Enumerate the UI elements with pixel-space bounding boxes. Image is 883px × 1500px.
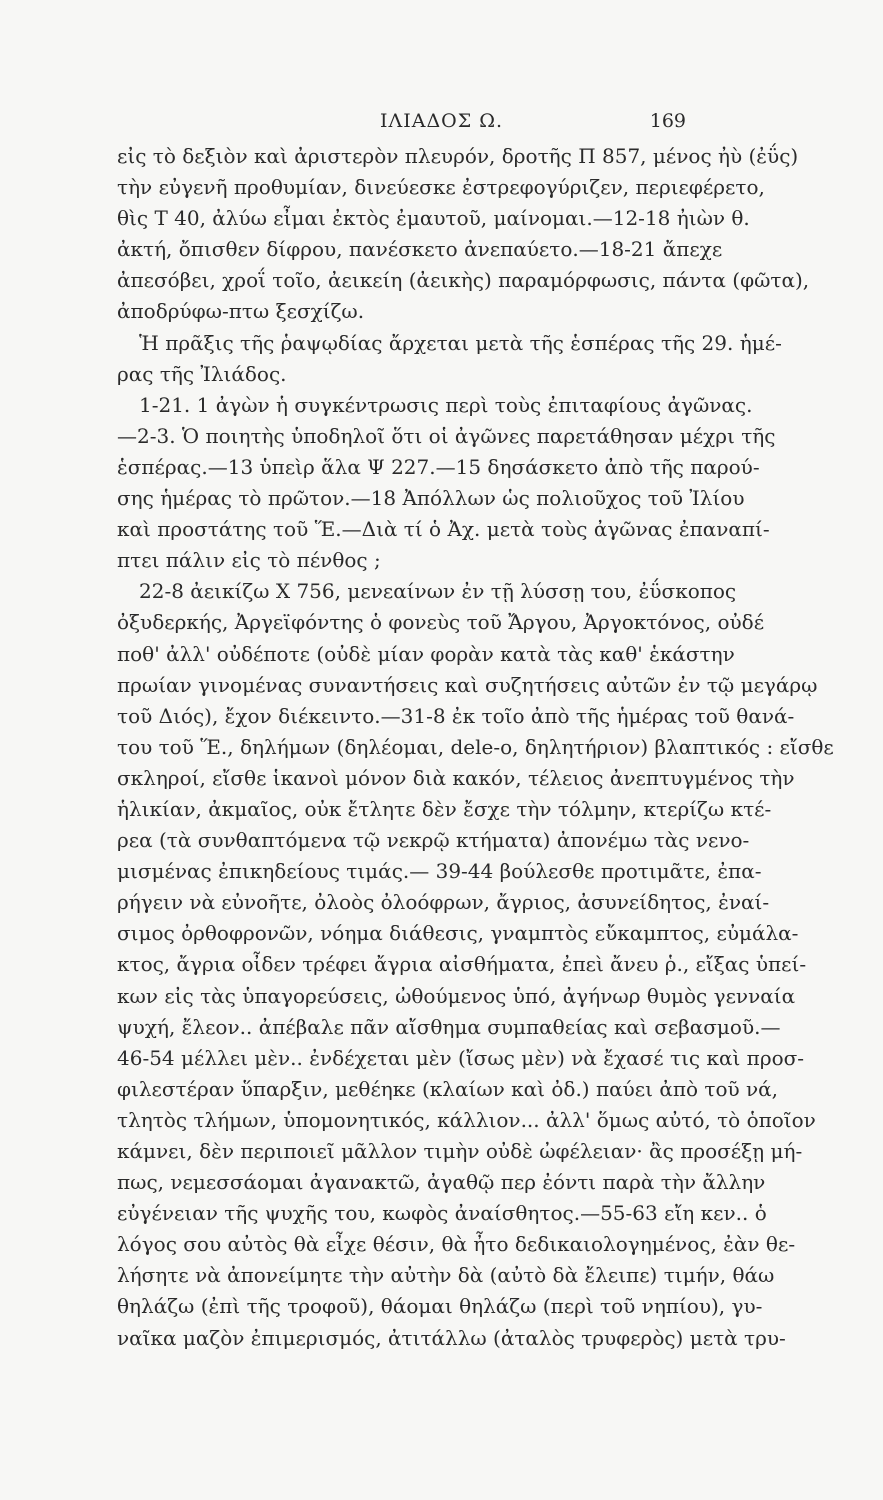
text-line: 1-21. 1 ἀγὼν ἡ συγκέντρωσις περὶ τοὺς ἐπιταφίους ἀγῶνας.: [139, 392, 753, 417]
text-line: 46-54 μέλλει μὲν.. ἐνδέχεται μὲν (ἴσως μὲν) νὰ ἔχασέ τις καὶ προσ-: [117, 1045, 805, 1070]
text-line: φιλεστέραν ὕπαρξιν, μεθέηκε (κλαίων καὶ ὀδ.) παύει ἀπὸ τοῦ νά,: [117, 1076, 779, 1101]
text-line: πρωίαν γινομένας συναντήσεις καὶ συζητήσεις αὐτῶν ἐν τῷ μεγάρῳ: [117, 672, 818, 697]
text-line: ποθ' ἀλλ' οὐδέποτε (οὐδὲ μίαν φορὰν κατὰ τὰς καθ' ἑκάστην: [117, 641, 735, 666]
text-line: πως, νεμεσσάομαι ἀγανακτῶ, ἀγαθῷ περ ἐόντι παρὰ τὴν ἄλλην: [117, 1170, 766, 1195]
text-line: τοῦ Διός), ἔχον διέκειντο.—31-8 ἐκ τοῖο ἀπὸ τῆς ἡμέρας τοῦ θανά-: [117, 703, 795, 728]
text-line: καὶ προστάτης τοῦ Ἕ.—Διὰ τί ὁ Ἀχ. μετὰ τοὺς ἀγῶνας ἐπαναπί-: [117, 517, 770, 542]
text-line: πτει πάλιν εἰς τὸ πένθος ;: [117, 548, 381, 573]
text-line: λήσητε νὰ ἀπονείμητε τὴν αὐτὴν δὰ (αὐτὸ δὰ ἔλειπε) τιμήν, θάω: [117, 1263, 775, 1288]
text-line: του τοῦ Ἕ., δηλήμων (δηλέομαι, dele-o, δηλητήριον) βλαπτικός : εἴσθε: [117, 734, 834, 759]
commentary-text: [117, 141, 834, 1354]
text-line: ρας τῆς Ἰλιάδος.: [117, 361, 287, 386]
text-line: μισμένας ἐπικηδείους τιμάς.— 39-44 βούλεσθε προτιμᾶτε, ἐπα-: [117, 859, 762, 884]
text-line: ἀποδρύφω-πτω ξεσχίζω.: [117, 299, 365, 324]
running-title: ΙΛΙΑΔΟΣ Ω.: [379, 110, 504, 132]
text-line: ρεα (τὰ συνθαπτόμενα τῷ νεκρῷ κτήματα) ἀπονέμω τὰς νενο-: [117, 828, 750, 853]
text-line: κτος, ἄγρια οἶδεν τρέφει ἄγρια αἰσθήματα, ἐπεὶ ἄνευ ῥ., εἴξας ὑπεί-: [117, 952, 807, 977]
text-line: Ἡ πρᾶξις τῆς ῥαψῳδίας ἄρχεται μετὰ τῆς ἑσπέρας τῆς 29. ἡμέ-: [139, 330, 782, 355]
text-line: κάμνει, δὲν περιποιεῖ μᾶλλον τιμὴν οὐδὲ ὠφέλειαν· ἂς προσέξῃ μή-: [117, 1139, 803, 1163]
text-line: σκληροί, εἴσθε ἱκανοὶ μόνον διὰ κακόν, τέλειος ἀνεπτυγμένος τὴν: [117, 765, 795, 790]
text-line: ρήγειν νὰ εὐνοῆτε, ὀλοὸς ὀλοόφρων, ἄγριος, ἀσυνείδητος, ἐναί-: [117, 890, 770, 915]
text-line: τὴν εὐγενῆ προθυμίαν, δινεύεσκε ἐστρεφογύριζεν, περιεφέρετο,: [117, 175, 765, 200]
text-line: ψυχή, ἔλεον.. ἀπέβαλε πᾶν αἴσθημα συμπαθείας καὶ σεβασμοῦ.—: [117, 1014, 781, 1039]
text-line: λόγος σου αὐτὸς θὰ εἶχε θέσιν, θὰ ἦτο δεδικαιολογημένος, ἐὰν θε-: [117, 1232, 796, 1257]
text-line: 22-8 ἀεικίζω Χ 756, μενεαίνων ἐν τῇ λύσσῃ του, ἐΰσκοπος: [139, 579, 737, 604]
text-line: κων εἰς τὰς ὑπαγορεύσεις, ὠθούμενος ὑπό, ἀγήνωρ θυμὸς γενναία: [117, 983, 796, 1008]
text-line: ἀπεσόβει, χροΐ τοῖο, ἀεικείη (ἀεικὴς) παραμόρφωσις, πάντα (φῶτα),: [117, 268, 810, 293]
text-line: τλητὸς τλήμων, ὑπομονητικός, κάλλιον... ἀλλ' ὅμως αὐτό, τὸ ὁποῖον: [117, 1107, 816, 1132]
text-line: σιμος ὀρθοφρονῶν, νόημα διάθεσις, γναμπτὸς εὔκαμπτος, εὐμάλα-: [117, 921, 799, 946]
text-line: —2-3. Ὁ ποιητὴς ὑποδηλοῖ ὅτι οἱ ἀγῶνες παρετάθησαν μέχρι τῆς: [117, 423, 776, 448]
text-line: εἰς τὸ δεξιὸν καὶ ἀριστερὸν πλευρόν, δροτῆς Π 857, μένος ἠὺ (ἐΰς): [117, 144, 799, 168]
text-line: εὐγένειαν τῆς ψυχῆς του, κωφὸς ἀναίσθητος.—55-63 εἴη κεν.. ὁ: [117, 1201, 767, 1226]
text-line: ἑσπέρας.—13 ὑπεὶρ ἅλα Ψ 227.—15 δησάσκετο ἀπὸ τῆς παρού-: [117, 454, 760, 479]
text-line: θηλάζω (ἐπὶ τῆς τροφοῦ), θάομαι θηλάζω (περὶ τοῦ νηπίου), γυ-: [117, 1294, 763, 1319]
page-number: 169: [649, 110, 686, 132]
running-head: [0, 110, 883, 134]
text-line: ναῖκα μαζὸν ἐπιμερισμός, ἀτιτάλλω (ἀταλὸς τρυφερὸς) μετὰ τρυ-: [117, 1325, 786, 1350]
text-line: ἀκτή, ὄπισθεν δίφρου, πανέσκετο ἀνεπαύετο.—18-21 ἄπεχε: [117, 237, 723, 262]
text-line: θὶς Τ 40, ἀλύω εἶμαι ἐκτὸς ἐμαυτοῦ, μαίνομαι.—12-18 ἠιὼν θ.: [117, 206, 750, 231]
text-line: σης ἡμέρας τὸ πρῶτον.—18 Ἀπόλλων ὡς πολιοῦχος τοῦ Ἰλίου: [117, 486, 745, 511]
text-line: ὀξυδερκής, Ἀργεϊφόντης ὁ φονεὺς τοῦ Ἄργου, Ἀργοκτόνος, οὐδέ: [117, 610, 765, 635]
text-line: ἡλικίαν, ἀκμαῖος, οὐκ ἔτλητε δὲν ἔσχε τὴν τόλμην, κτερίζω κτέ-: [117, 796, 772, 821]
